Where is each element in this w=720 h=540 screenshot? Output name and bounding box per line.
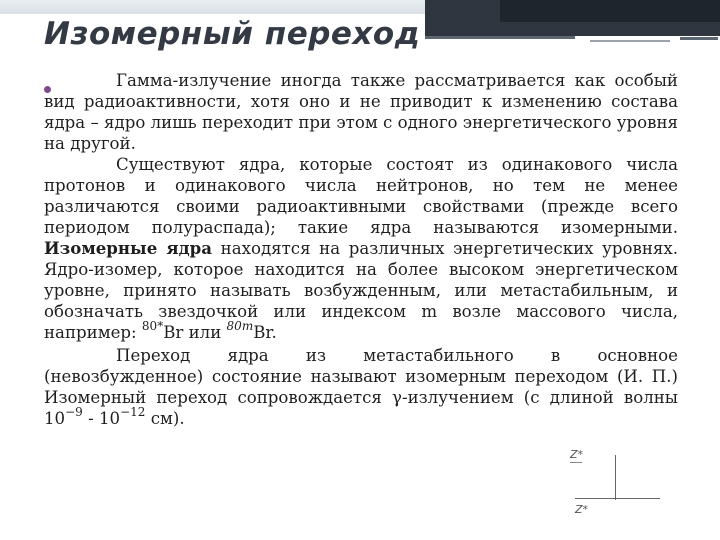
header-line xyxy=(425,36,575,39)
paragraph-text: Гамма-излучение иногда также рассматривается как особый вид радиоактивности, хотя оно и не приводит к изменению состава ядра – ядро лишь переходит при этом с одного энергетического уровня на другой. xyxy=(44,71,679,153)
paragraph-text: находятся на различных энергетических уровнях. Ядро-изомер, которое находится на более высоком энергетическом уровне, принято называть возбужденным, или метастабильным, и обозначать звездочкой или индексом m возле массового числа, например: xyxy=(44,239,678,342)
header-line xyxy=(590,40,670,42)
exponent: −9 xyxy=(65,405,83,419)
header-line xyxy=(680,37,718,40)
sketch-line xyxy=(575,498,660,499)
isotope-symbol: Br. xyxy=(253,323,277,342)
paragraph-text: см). xyxy=(145,409,185,428)
paragraph-text: Переход ядра из метастабильного в основное (невозбужденное) состояние называют изомерным переходом (И. П.) Изомерный переход сопровождается γ-излучением (с длиной волны 10 xyxy=(44,346,678,428)
slide-body xyxy=(44,70,678,431)
sketch-line xyxy=(615,455,616,500)
sketch-line xyxy=(570,462,582,463)
handwritten-note: Z* xyxy=(570,448,584,461)
paragraph xyxy=(44,154,678,345)
isotope-superscript: 80* xyxy=(141,319,164,333)
paragraph-text: Существуют ядра, которые состоят из одинакового числа протонов и одинакового числа нейтронов, но тем не менее различаются своими радиоактивными свойствами (прежде всего периодом полураспада); такие ядра называются изомерными. xyxy=(44,155,678,237)
paragraph xyxy=(44,70,678,154)
paragraph-text: - 10 xyxy=(82,409,121,428)
exponent: −12 xyxy=(120,405,146,419)
isotope-symbol: Br или xyxy=(163,323,222,342)
handwritten-note: Z* xyxy=(575,503,589,516)
isotope-superscript: 80m xyxy=(226,319,254,333)
header-decoration-dark xyxy=(500,0,720,22)
paragraph xyxy=(44,345,678,431)
slide-title: Изомерный переход xyxy=(44,16,421,52)
bold-term: Изомерные ядра xyxy=(44,238,213,258)
